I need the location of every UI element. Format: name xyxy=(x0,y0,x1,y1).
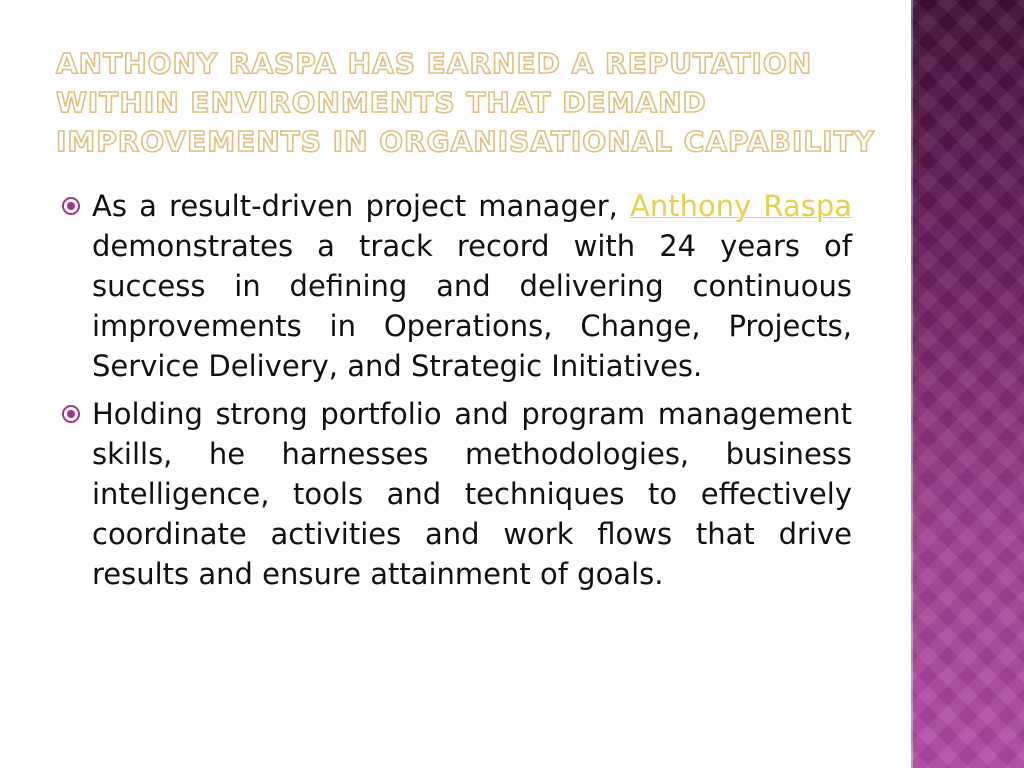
circled-dot-icon xyxy=(60,186,92,226)
circled-dot-icon xyxy=(60,394,92,434)
slide-title: ANTHONY RASPA HAS EARNED A REPUTATION WITHIN ENVIRONMENTS THAT DEMAND IMPROVEMENTS IN ORGANISATIONAL CAPABILITY xyxy=(56,47,876,158)
anthony-raspa-link[interactable]: Anthony Raspa xyxy=(630,189,852,223)
bullet-text-rest: demonstrates a track record with 24 years of success in defining and delivering continuous improvements in Operations, Change, Projects, Service Delivery, and Strategic Initiatives. xyxy=(92,229,852,383)
decorative-side-band xyxy=(911,0,1024,768)
side-band-edge xyxy=(911,0,913,768)
bullet-list xyxy=(60,186,852,602)
bullet-text: Holding strong portfolio and program management skills, he harnesses methodologies, business intelligence, tools and techniques to effectively coordinate activities and work flows that drive results and ensure attainment of goals. xyxy=(92,397,852,591)
bullet-item xyxy=(60,186,852,386)
bullet-item xyxy=(60,394,852,594)
bullet-text-lead: As a result-driven project manager, xyxy=(92,189,631,223)
bullet-text xyxy=(92,186,852,386)
